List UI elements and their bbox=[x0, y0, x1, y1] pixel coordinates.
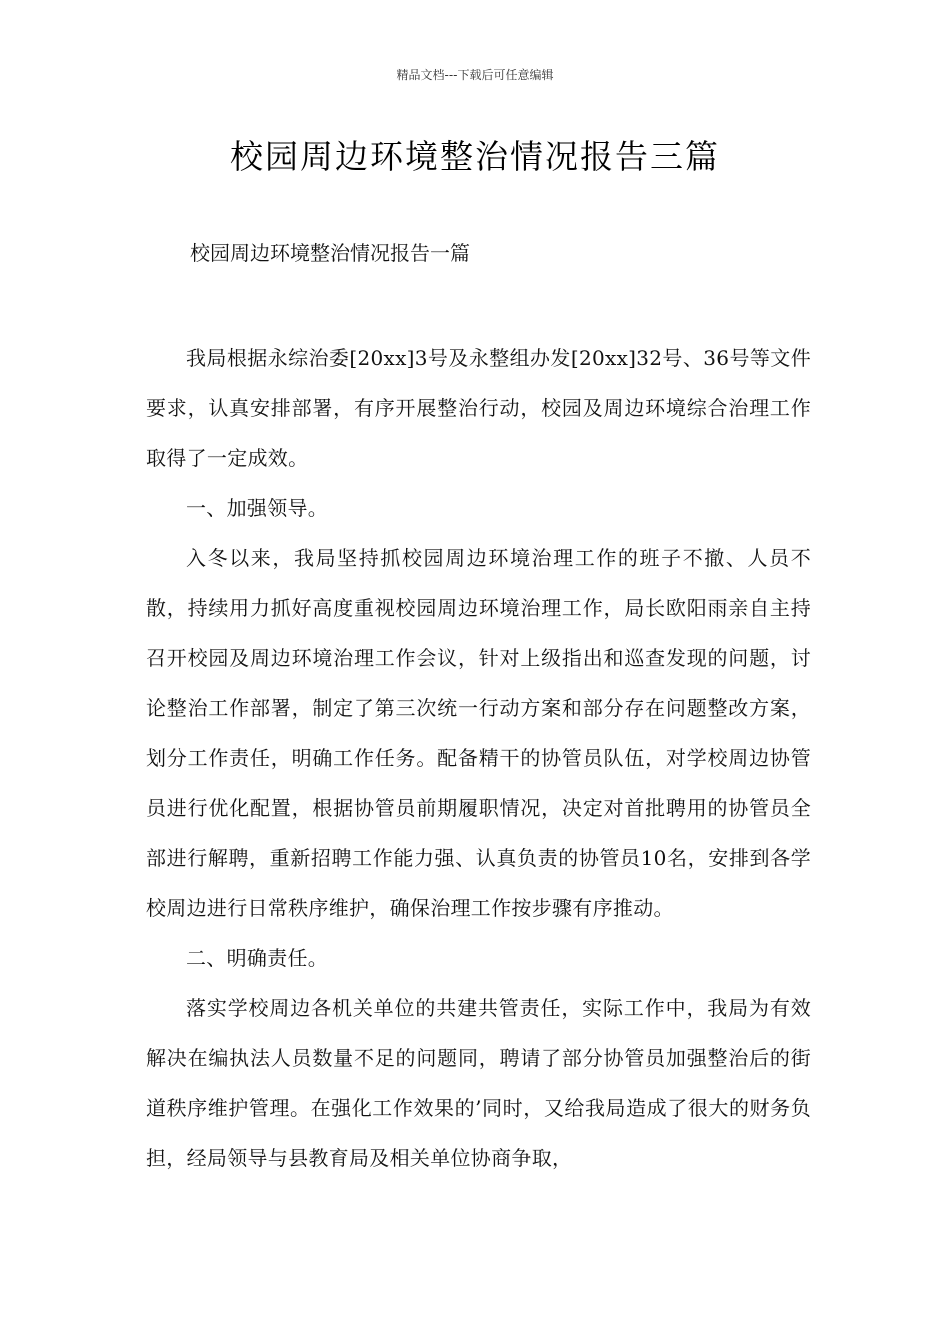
section-heading-2: 二、明确责任。 bbox=[186, 946, 329, 970]
document-subtitle: 校园周边环境整治情况报告一篇 bbox=[190, 241, 470, 265]
paragraph-intro: 我局根据永综治委[20xx]3号及永整组办发[20xx]32号、36号等文件要求，认真安排部署，有序开展整治行动，校园及周边环境综合治理工作取得了一定成效。 bbox=[146, 346, 811, 470]
header-note: 精品文档---下载后可任意编辑 bbox=[396, 68, 554, 82]
document-title: 校园周边环境整治情况报告三篇 bbox=[230, 137, 720, 176]
section-heading-1: 一、加强领导。 bbox=[186, 496, 329, 520]
paragraph-section-1: 入冬以来，我局坚持抓校园周边环境治理工作的班子不撤、人员不散，持续用力抓好高度重视校园周边环境治理工作，局长欧阳雨亲自主持召开校园及周边环境治理工作会议，针对上级指出和巡查发现的问题，讨论整治工作部署，制定了第三次统一行动方案和部分存在问题整改方案，划分工作责任，明确工作任务。配备精干的协管员队伍，对学校周边协管员进行优化配置，根据协管员前期履职情况，决定对首批聘用的协管员全部进行解聘，重新招聘工作能力强、认真负责的协管员10名，安排到各学校周边进行日常秩序维护，确保治理工作按步骤有序推动。 bbox=[146, 546, 811, 920]
document-body bbox=[146, 333, 811, 1183]
paragraph-section-2: 落实学校周边各机关单位的共建共管责任，实际工作中，我局为有效解决在编执法人员数量不足的问题同，聘请了部分协管员加强整治后的街道秩序维护管理。在强化工作效果的’同时，又给我局造成了很大的财务负担，经局领导与县教育局及相关单位协商争取， bbox=[146, 996, 811, 1170]
